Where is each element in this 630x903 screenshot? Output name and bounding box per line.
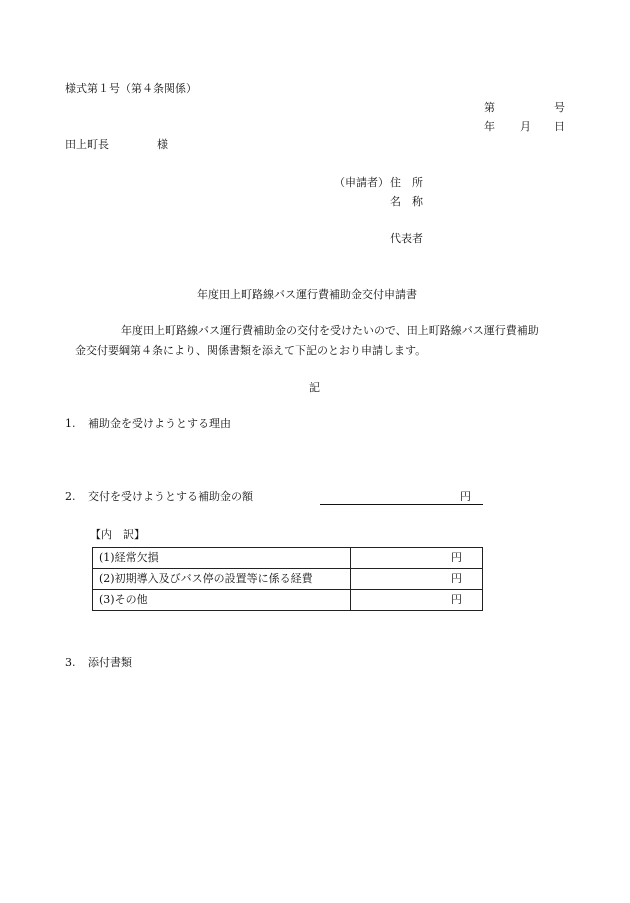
date-year: 年 — [484, 120, 495, 133]
ki-marker: 記 — [309, 381, 320, 394]
table-row — [93, 548, 483, 569]
form-number: 様式第１号（第４条関係） — [65, 82, 197, 95]
applicant-label: （申請者） — [334, 176, 389, 189]
section-3-label: 添付書類 — [88, 656, 132, 669]
date-month: 月 — [520, 120, 531, 133]
document-title: 年度田上町路線バス運行費補助金交付申請書 — [197, 288, 417, 301]
addressee-honorific: 様 — [157, 138, 168, 151]
section-3-number: 3. — [65, 656, 76, 669]
applicant-representative-label: 代表者 — [390, 232, 423, 245]
section-2-number: 2. — [65, 490, 76, 503]
applicant-address-label: 住 所 — [390, 176, 423, 189]
addressee-name: 田上町長 — [65, 138, 109, 151]
body-text-line-1: 年度田上町路線バス運行費補助金の交付を受けたいので、田上町路線バス運行費補助 — [121, 324, 539, 337]
amount-field — [320, 490, 483, 505]
breakdown-item: (1)経常欠損 — [93, 548, 351, 569]
date-day: 日 — [554, 120, 565, 133]
amount-unit: 円 — [460, 490, 471, 503]
section-2-label: 交付を受けようとする補助金の額 — [88, 490, 253, 503]
section-1-label: 補助金を受けようとする理由 — [88, 417, 231, 430]
breakdown-item: (2)初期導入及びバス停の設置等に係る経費 — [93, 569, 351, 590]
table-row — [93, 569, 483, 590]
body-text-line-2: 金交付要綱第４条により、関係書類を添えて下記のとおり申請します。 — [75, 344, 427, 357]
breakdown-amount: 円 — [351, 548, 483, 569]
breakdown-label: 【内 訳】 — [90, 528, 145, 541]
applicant-name-label: 名 称 — [390, 195, 423, 208]
section-1-number: 1. — [65, 417, 76, 430]
number-prefix: 第 — [484, 101, 495, 114]
table-row — [93, 590, 483, 611]
breakdown-table — [92, 547, 483, 611]
number-suffix: 号 — [554, 101, 565, 114]
breakdown-item: (3)その他 — [93, 590, 351, 611]
breakdown-amount: 円 — [351, 569, 483, 590]
breakdown-amount: 円 — [351, 590, 483, 611]
